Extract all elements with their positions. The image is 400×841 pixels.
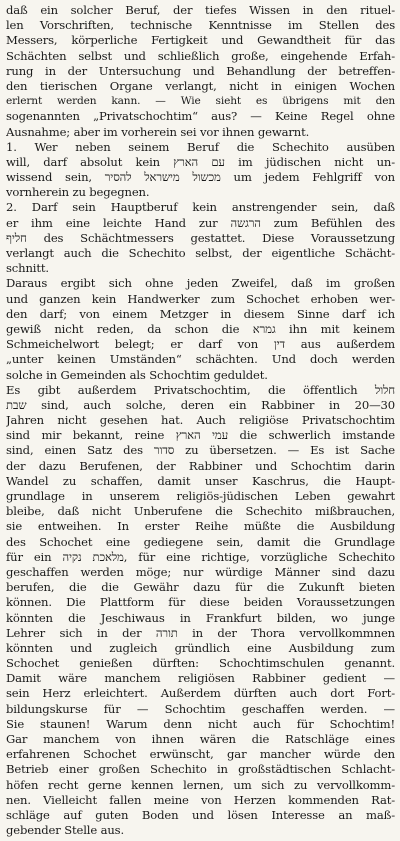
text-line: solche in Gemeinden als Schochtim geduldet.	[6, 367, 268, 382]
text-line: berufen, die die Gewähr dazu für die Zukunft bieten	[6, 580, 395, 595]
paragraph	[6, 200, 395, 276]
text-line: des Schochet eine gediegene sein, damit die Grundlage	[6, 534, 395, 549]
text-line: gewiß nicht reden, da schon die גמרא ihn mit keinem	[6, 321, 395, 336]
text-line: können. Die Plattform für diese beiden Voraussetzungen	[6, 595, 395, 610]
text-line: und ganzen kein Handwerker zum Schochet erhoben wer-	[6, 291, 395, 306]
text-line: grundlage in unserem religiös-jüdischen Leben gewahrt	[6, 489, 395, 503]
text-line: Schmeichelwort belegt; er darf von דין aus außerdem	[6, 337, 395, 352]
text-line: Jahren nicht gesehen hat. Auch religiöse Privatschochtim	[6, 413, 395, 428]
text-line: daß ein solcher Beruf, der tiefes Wissen in den rituel-	[6, 3, 395, 17]
text-line: verlangt auch die Schechito selbst, der eigentliche Schächt-	[6, 246, 395, 260]
text-line: will, darf absolut kein עם הארץ im jüdischen nicht un-	[6, 154, 395, 169]
text-line: Wandel zu schaffen, damit unser Kaschrus, die Haupt-	[6, 473, 395, 488]
paragraph	[6, 383, 395, 839]
text-line: sie entweihen. In erster Reihe müßte die Ausbildung	[6, 519, 395, 534]
text-line: schnitt.	[6, 261, 49, 276]
text-line: Gar manchem von ihnen wären die Ratschläge eines	[6, 732, 395, 746]
text-line: Messers, körperliche Fertigkeit und Gewandtheit für das	[6, 33, 395, 48]
text-line: 1. Wer neben seinem Beruf die Schechito ausüben	[6, 139, 395, 154]
text-line: bleibe, daß nicht Unberufene die Schechito mißbrauchen,	[6, 504, 395, 519]
text-line: bildungskurse für — Schochtim geschaffen werden. —	[6, 701, 395, 716]
text-line: den darf; von einem Metzger in diesem Sinne darf ich	[6, 306, 395, 321]
text-line: könnten die Jeschiwaus in Frankfurt bilden, wo junge	[6, 610, 395, 625]
text-line: Ausnahme; aber im vorherein sei vor ihnen gewarnt.	[6, 124, 310, 139]
text-line: חליף des Schächtmessers gestattet. Diese Voraussetzung	[6, 230, 395, 245]
text-line: sogenannten „Privatschochtim“ aus? — Keine Regel ohne	[6, 109, 395, 124]
text-line: Sie staunen! Warum denn nicht auch für Schochtim!	[6, 716, 395, 731]
text-line: schläge auf guten Boden und lösen Interesse an maß-	[6, 807, 395, 822]
text-line: Daraus ergibt sich ohne jeden Zweifel, daß im großen	[6, 276, 395, 291]
text-line: Es gibt außerdem Privatschochtim, die öffentlich חלול	[6, 382, 395, 397]
text-line: wissend sein, מכשול מישראל להסיר um jedem Fehlgriff von	[6, 170, 395, 185]
text-line: sind mir bekannt, reine עמי הארץ die schwerlich imstande	[6, 428, 395, 443]
text-line: geschaffen werden möge; nur würdige Männer sind dazu	[6, 564, 395, 579]
text-line: für ein מלאכת נקיה, für eine richtige, vorzügliche Schechito	[6, 549, 395, 564]
text-line: שבת sind, auch solche, deren ein Rabbiner in 20—30	[6, 397, 395, 412]
text-line: rung in der Untersuchung und Behandlung der betreffen-	[6, 63, 395, 78]
text-line: sein Herz erleichtert. Außerdem dürften auch dort Fort-	[6, 686, 395, 701]
text-line: Schochet genießen dürften: Schochtimschulen genannt.	[6, 656, 395, 671]
text-line: er ihm eine leichte Hand zur הרגשה zum Befühlen des	[6, 215, 395, 230]
text-line: nen. Vielleicht fallen meine von Herzen kommenden Rat-	[6, 792, 395, 807]
paragraph	[6, 140, 395, 201]
text-line: vornherein zu begegnen.	[6, 185, 150, 200]
text-line: len Vorschriften, technische Kenntnisse im Stellen des	[6, 18, 395, 33]
paragraph	[6, 3, 395, 140]
text-line: erlernt werden kann. — Wie sieht es übrigens mit den	[6, 95, 395, 108]
text-line: gebender Stelle aus.	[6, 823, 124, 838]
paragraph	[6, 276, 395, 382]
text-line: Damit wäre manchem religiösen Rabbiner gedient —	[6, 671, 395, 686]
text-line: Lehrer sich in der תורה in der Thora vervollkommnen	[6, 625, 395, 640]
text-line: könnten und zugleich gründlich eine Ausbildung zum	[6, 640, 395, 655]
text-line: 2. Darf sein Hauptberuf kein anstrengender sein, daß	[6, 200, 395, 215]
text-line: den tierischen Organe verlangt, nicht in einigen Wochen	[6, 78, 395, 93]
text-line: erfahrenen Schochet erwünscht, gar mancher würde den	[6, 747, 395, 762]
text-line: der dazu Berufenen, der Rabbiner und Schochtim darin	[6, 458, 395, 473]
text-line: höfen recht gerne kennen lernen, um sich zu vervollkomm-	[6, 777, 395, 792]
text-line: Schächten selbst und schließlich große, eingehende Erfah-	[6, 48, 395, 63]
text-line: „unter keinen Umständen“ schächten. Und doch werden	[6, 352, 395, 367]
text-line: Betrieb einer großen Schechito in großstädtischen Schlacht-	[6, 762, 395, 777]
text-line: sind, einen Satz des סדור zu übersetzen. — Es ist Sache	[6, 443, 395, 458]
